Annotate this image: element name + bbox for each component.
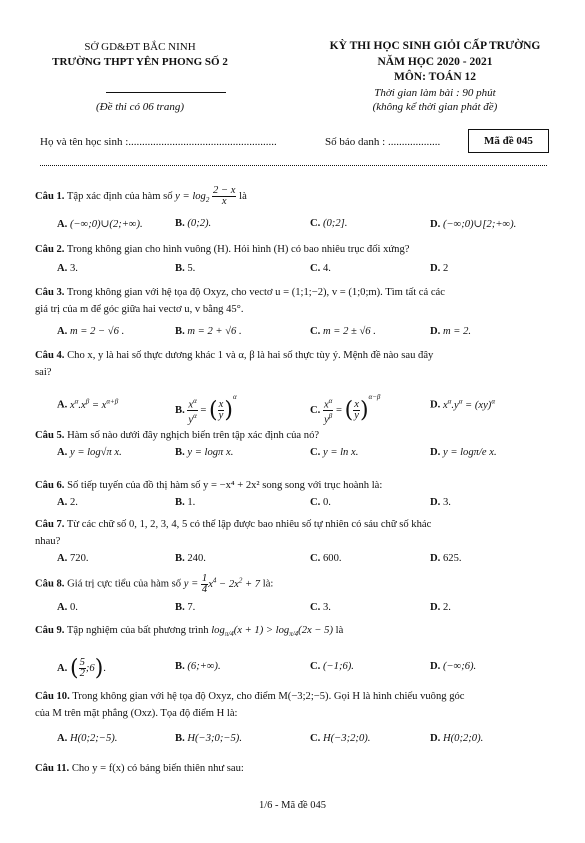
option-d[interactable]: D. $x^\alpha.y^\alpha = (xy)^\alpha$ <box>430 397 495 411</box>
option-c[interactable]: C. m = 2 ± √6 . <box>310 326 376 337</box>
exam-title: KỲ THI HỌC SINH GIỎI CẤP TRƯỜNG <box>329 40 541 52</box>
option-a[interactable]: A. ( $\frac{5}{2}$ ;6). <box>57 656 106 681</box>
question-9: Câu 9. Tập nghiệm của bất phương trình $\log_{\pi/4}(x + 1) > \log_{\pi/4}(2x - 5)$ là <box>35 625 344 639</box>
option-d[interactable]: D. 3. <box>430 497 451 508</box>
question-3: Câu 3. Trong không gian với hệ tọa độ Oxyz, cho vectơ u = (1;1;−2), v = (1;0;m). Tìm tất cả các giá trị của m để góc giữa hai vectơ u, v bằng 45°. <box>35 287 445 315</box>
subject: MÔN: TOÁN 12 <box>394 71 476 83</box>
option-d[interactable]: D. m = 2. <box>430 326 472 337</box>
option-c[interactable]: C. H(−3;2;0). <box>310 733 371 744</box>
page-count-note: (Đề thi có 06 trang) <box>96 101 184 113</box>
option-c[interactable]: C. 0. <box>310 497 331 508</box>
option-c[interactable]: C. 600. <box>310 553 342 564</box>
option-d[interactable]: D. 625. <box>430 553 462 564</box>
option-b[interactable]: B. 5. <box>175 263 196 274</box>
exam-code-box: Mã đề 045 <box>468 129 549 153</box>
header-underline <box>106 92 226 93</box>
school-year: NĂM HỌC 2020 - 2021 <box>377 56 493 68</box>
option-a[interactable]: A. H(0;2;−5). <box>57 733 118 744</box>
option-c[interactable]: C. $\frac{x^\alpha}{y^\beta}$ = ( $\frac{x}{y}$ )$^{\alpha-\beta}$ <box>310 393 381 426</box>
option-d[interactable]: D. 2 <box>430 263 449 274</box>
option-d[interactable]: D. 2. <box>430 602 451 613</box>
option-a[interactable]: A. 3. <box>57 263 78 274</box>
candidate-number-field: Số báo danh : ................... <box>325 136 441 148</box>
question-3-options <box>57 326 557 344</box>
header-separator <box>40 165 547 166</box>
page-footer: 1/6 - Mã đề 045 <box>258 800 327 811</box>
question-10: Câu 10. Trong không gian với hệ tọa độ Oxyz, cho điểm M(−3;2;−5). Gọi H là hình chiếu vuông góc của M trên mặt phẳng (Oxz). Tọa độ điểm H là: <box>35 691 465 719</box>
option-b[interactable]: B. (0;2). <box>175 218 212 229</box>
option-b[interactable]: B. m = 2 + √6 . <box>175 326 242 337</box>
option-a[interactable]: A. 0. <box>57 602 78 613</box>
school-department: SỞ GD&ĐT BẮC NINH <box>84 41 196 53</box>
option-a[interactable]: A. 720. <box>57 553 89 564</box>
school-name: TRƯỜNG THPT YÊN PHONG SỐ 2 <box>52 56 228 68</box>
duration-note: (không kể thời gian phát đề) <box>372 101 498 113</box>
option-c[interactable]: C. (−1;6). <box>310 661 354 672</box>
question-7: Câu 7. Từ các chữ số 0, 1, 2, 3, 4, 5 có thể lập được bao nhiêu số tự nhiên có sáu chữ số khác nhau? <box>35 519 432 547</box>
question-6: Câu 6. Số tiếp tuyến của đồ thị hàm số y = −x⁴ + 2x² song song với trục hoành là: <box>35 480 383 491</box>
question-1: Câu 1. Tập xác định của hàm số $y = \log_2$ $\frac{2 - x}{x}$ là <box>35 185 247 207</box>
option-d[interactable]: D. y = logπ/e x. <box>430 447 497 458</box>
question-10-options <box>57 733 557 751</box>
option-b[interactable]: B. $\frac{x^\alpha}{y^\alpha}$ = ( $\frac{x}{y}$ )$^\alpha$ <box>175 393 237 426</box>
option-d[interactable]: D. (−∞;6). <box>430 661 477 672</box>
option-b[interactable]: B. y = logπ x. <box>175 447 234 458</box>
option-b[interactable]: B. (6;+∞). <box>175 661 221 672</box>
option-c[interactable]: C. 4. <box>310 263 331 274</box>
option-a[interactable]: A. (−∞;0)∪(2;+∞). <box>57 219 143 230</box>
question-8-options <box>57 602 557 620</box>
option-d[interactable]: D. (−∞;0)∪[2;+∞). <box>430 219 517 230</box>
question-11: Câu 11. Cho y = f(x) có bảng biến thiên như sau: <box>35 763 244 774</box>
option-a[interactable]: A. 2. <box>57 497 78 508</box>
question-5: Câu 5. Hàm số nào dưới đây nghịch biến trên tập xác định của nó? <box>35 430 320 441</box>
option-b[interactable]: B. H(−3;0;−5). <box>175 733 242 744</box>
option-a[interactable]: A. y = log√π x. <box>57 447 122 458</box>
question-9-options <box>57 656 557 680</box>
option-b[interactable]: B. 240. <box>175 553 206 564</box>
question-4-options <box>57 393 557 426</box>
option-a[interactable]: A. $x^\alpha.x^\beta = x^{\alpha+\beta}$ <box>57 397 119 411</box>
option-c[interactable]: C. 3. <box>310 602 331 613</box>
option-d[interactable]: D. H(0;2;0). <box>430 733 484 744</box>
question-4: Câu 4. Cho x, y là hai số thực dương khác 1 và α, β là hai số thực tùy ý. Mệnh đề nào sau đây sai? <box>35 350 434 378</box>
question-5-options <box>57 447 557 465</box>
question-2: Câu 2. Trong không gian cho hình vuông (H). Hỏi hình (H) có bao nhiêu trục đối xứng? <box>35 244 410 255</box>
question-1-options <box>57 218 557 236</box>
duration: Thời gian làm bài : 90 phút <box>374 87 496 99</box>
question-7-options <box>57 553 557 571</box>
option-c[interactable]: C. (0;2]. <box>310 218 348 229</box>
option-c[interactable]: C. y = ln x. <box>310 447 359 458</box>
question-8: Câu 8. Giá trị cực tiểu của hàm số y = $\frac{1}{4}$ $x^4 - 2x^2 + 7$ là: <box>35 572 274 595</box>
option-b[interactable]: B. 7. <box>175 602 196 613</box>
option-a[interactable]: A. m = 2 − √6 . <box>57 326 125 337</box>
option-b[interactable]: B. 1. <box>175 497 196 508</box>
question-2-options <box>57 263 557 281</box>
question-6-options <box>57 497 557 515</box>
student-name-field: Họ và tên học sinh :...................................................... <box>40 136 277 148</box>
